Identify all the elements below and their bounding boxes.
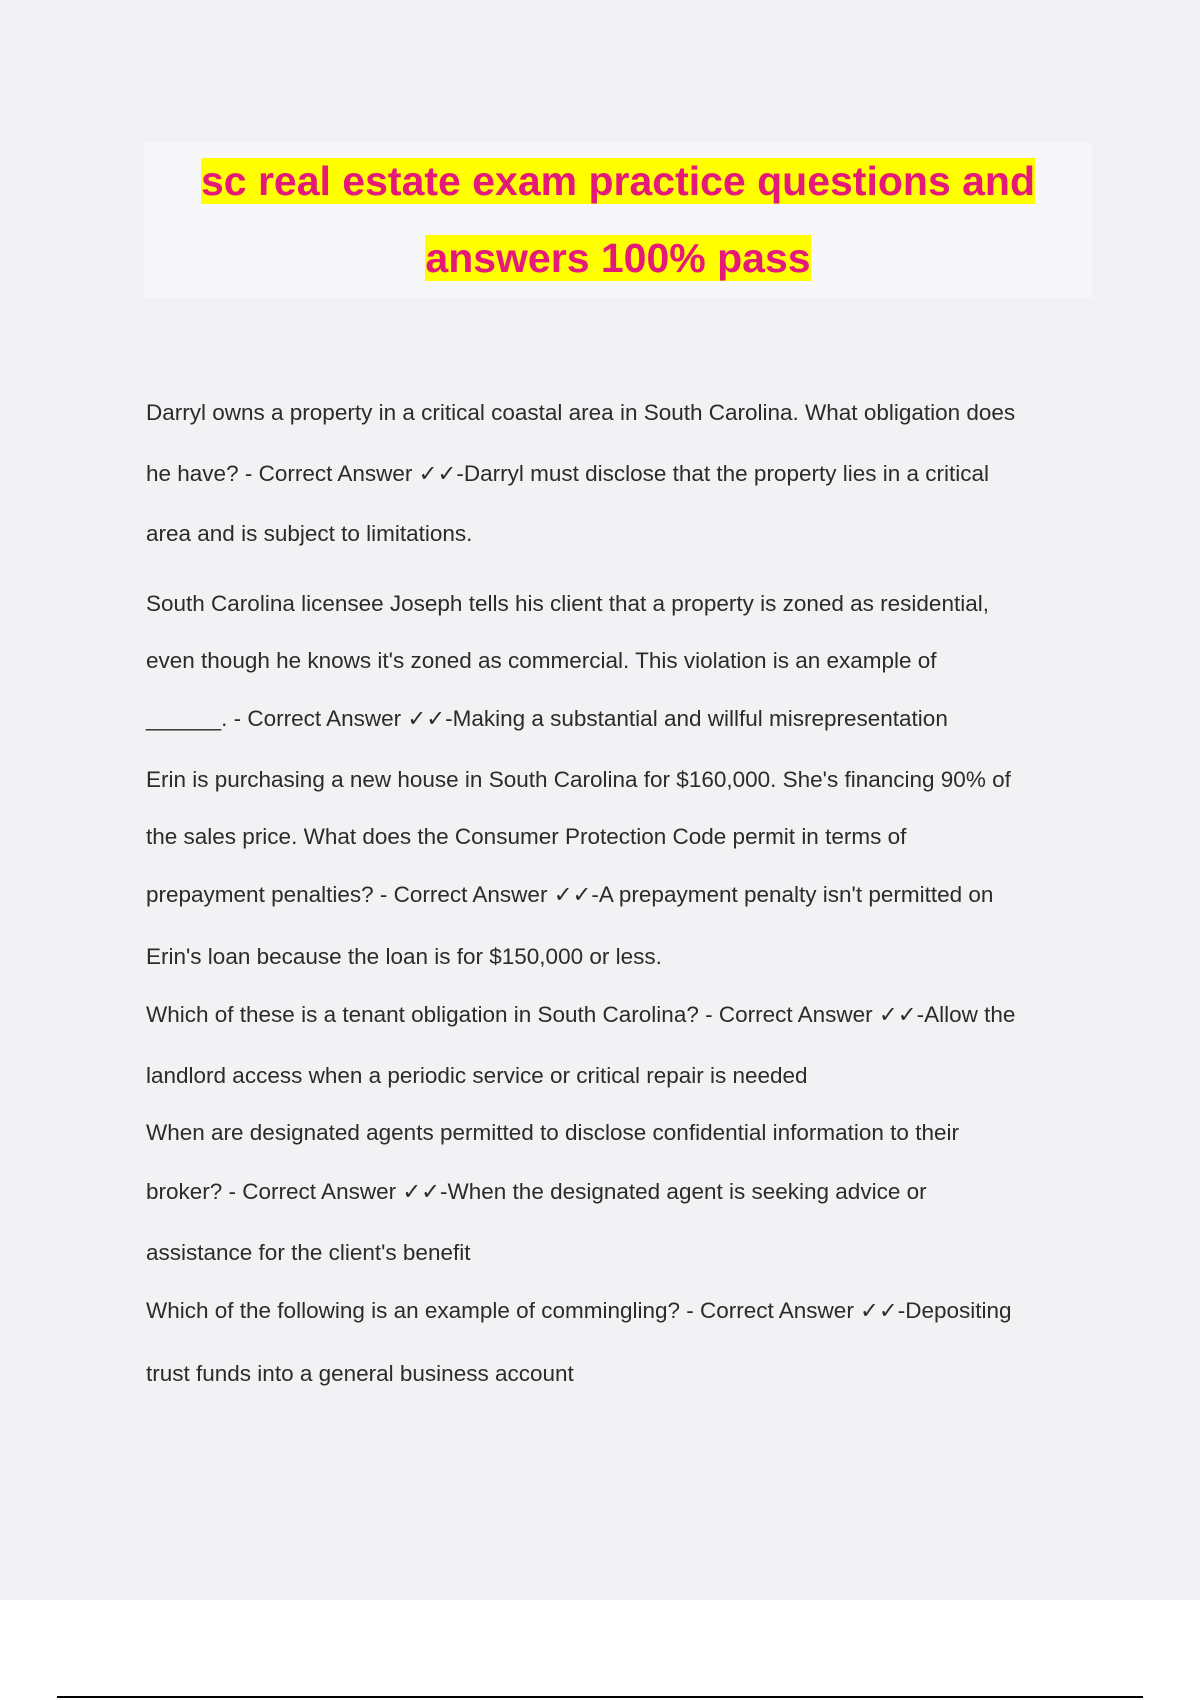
text-line: broker? - Correct Answer ✓✓-When the designated agent is seeking advice or (146, 1179, 927, 1204)
text-line: Which of the following is an example of commingling? - Correct Answer ✓✓-Depositing (146, 1298, 1012, 1323)
text-line: trust funds into a general business account (146, 1361, 574, 1386)
title-box (144, 143, 1092, 298)
text-line: he have? - Correct Answer ✓✓-Darryl must disclose that the property lies in a critical (146, 461, 990, 486)
text-line: prepayment penalties? - Correct Answer ✓✓-A prepayment penalty isn't permitted on (146, 882, 994, 907)
text-line: Which of these is a tenant obligation in South Carolina? - Correct Answer ✓✓-Allow the (146, 1002, 1016, 1027)
text-line: the sales price. What does the Consumer Protection Code permit in terms of (146, 824, 907, 849)
text-line: even though he knows it's zoned as commercial. This violation is an example of (146, 648, 937, 673)
title-line-1: sc real estate exam practice questions and (200, 158, 1036, 204)
text-line: assistance for the client's benefit (146, 1240, 471, 1265)
text-line: landlord access when a periodic service or critical repair is needed (146, 1063, 808, 1088)
title-line-2: answers 100% pass (425, 235, 811, 281)
text-line: area and is subject to limitations. (146, 521, 473, 546)
document-title (144, 143, 1092, 297)
text-line: Darryl owns a property in a critical coastal area in South Carolina. What obligation does (146, 400, 1016, 425)
text-line: When are designated agents permitted to disclose confidential information to their (146, 1120, 959, 1145)
text-line: ______. - Correct Answer ✓✓-Making a substantial and willful misrepresentation (146, 706, 948, 731)
text-line: Erin is purchasing a new house in South Carolina for $160,000. She's financing 90% of (146, 767, 1011, 792)
footer-rule (57, 1696, 1143, 1698)
text-line: South Carolina licensee Joseph tells his client that a property is zoned as residential, (146, 591, 989, 616)
text-line: Erin's loan because the loan is for $150,000 or less. (146, 944, 662, 969)
